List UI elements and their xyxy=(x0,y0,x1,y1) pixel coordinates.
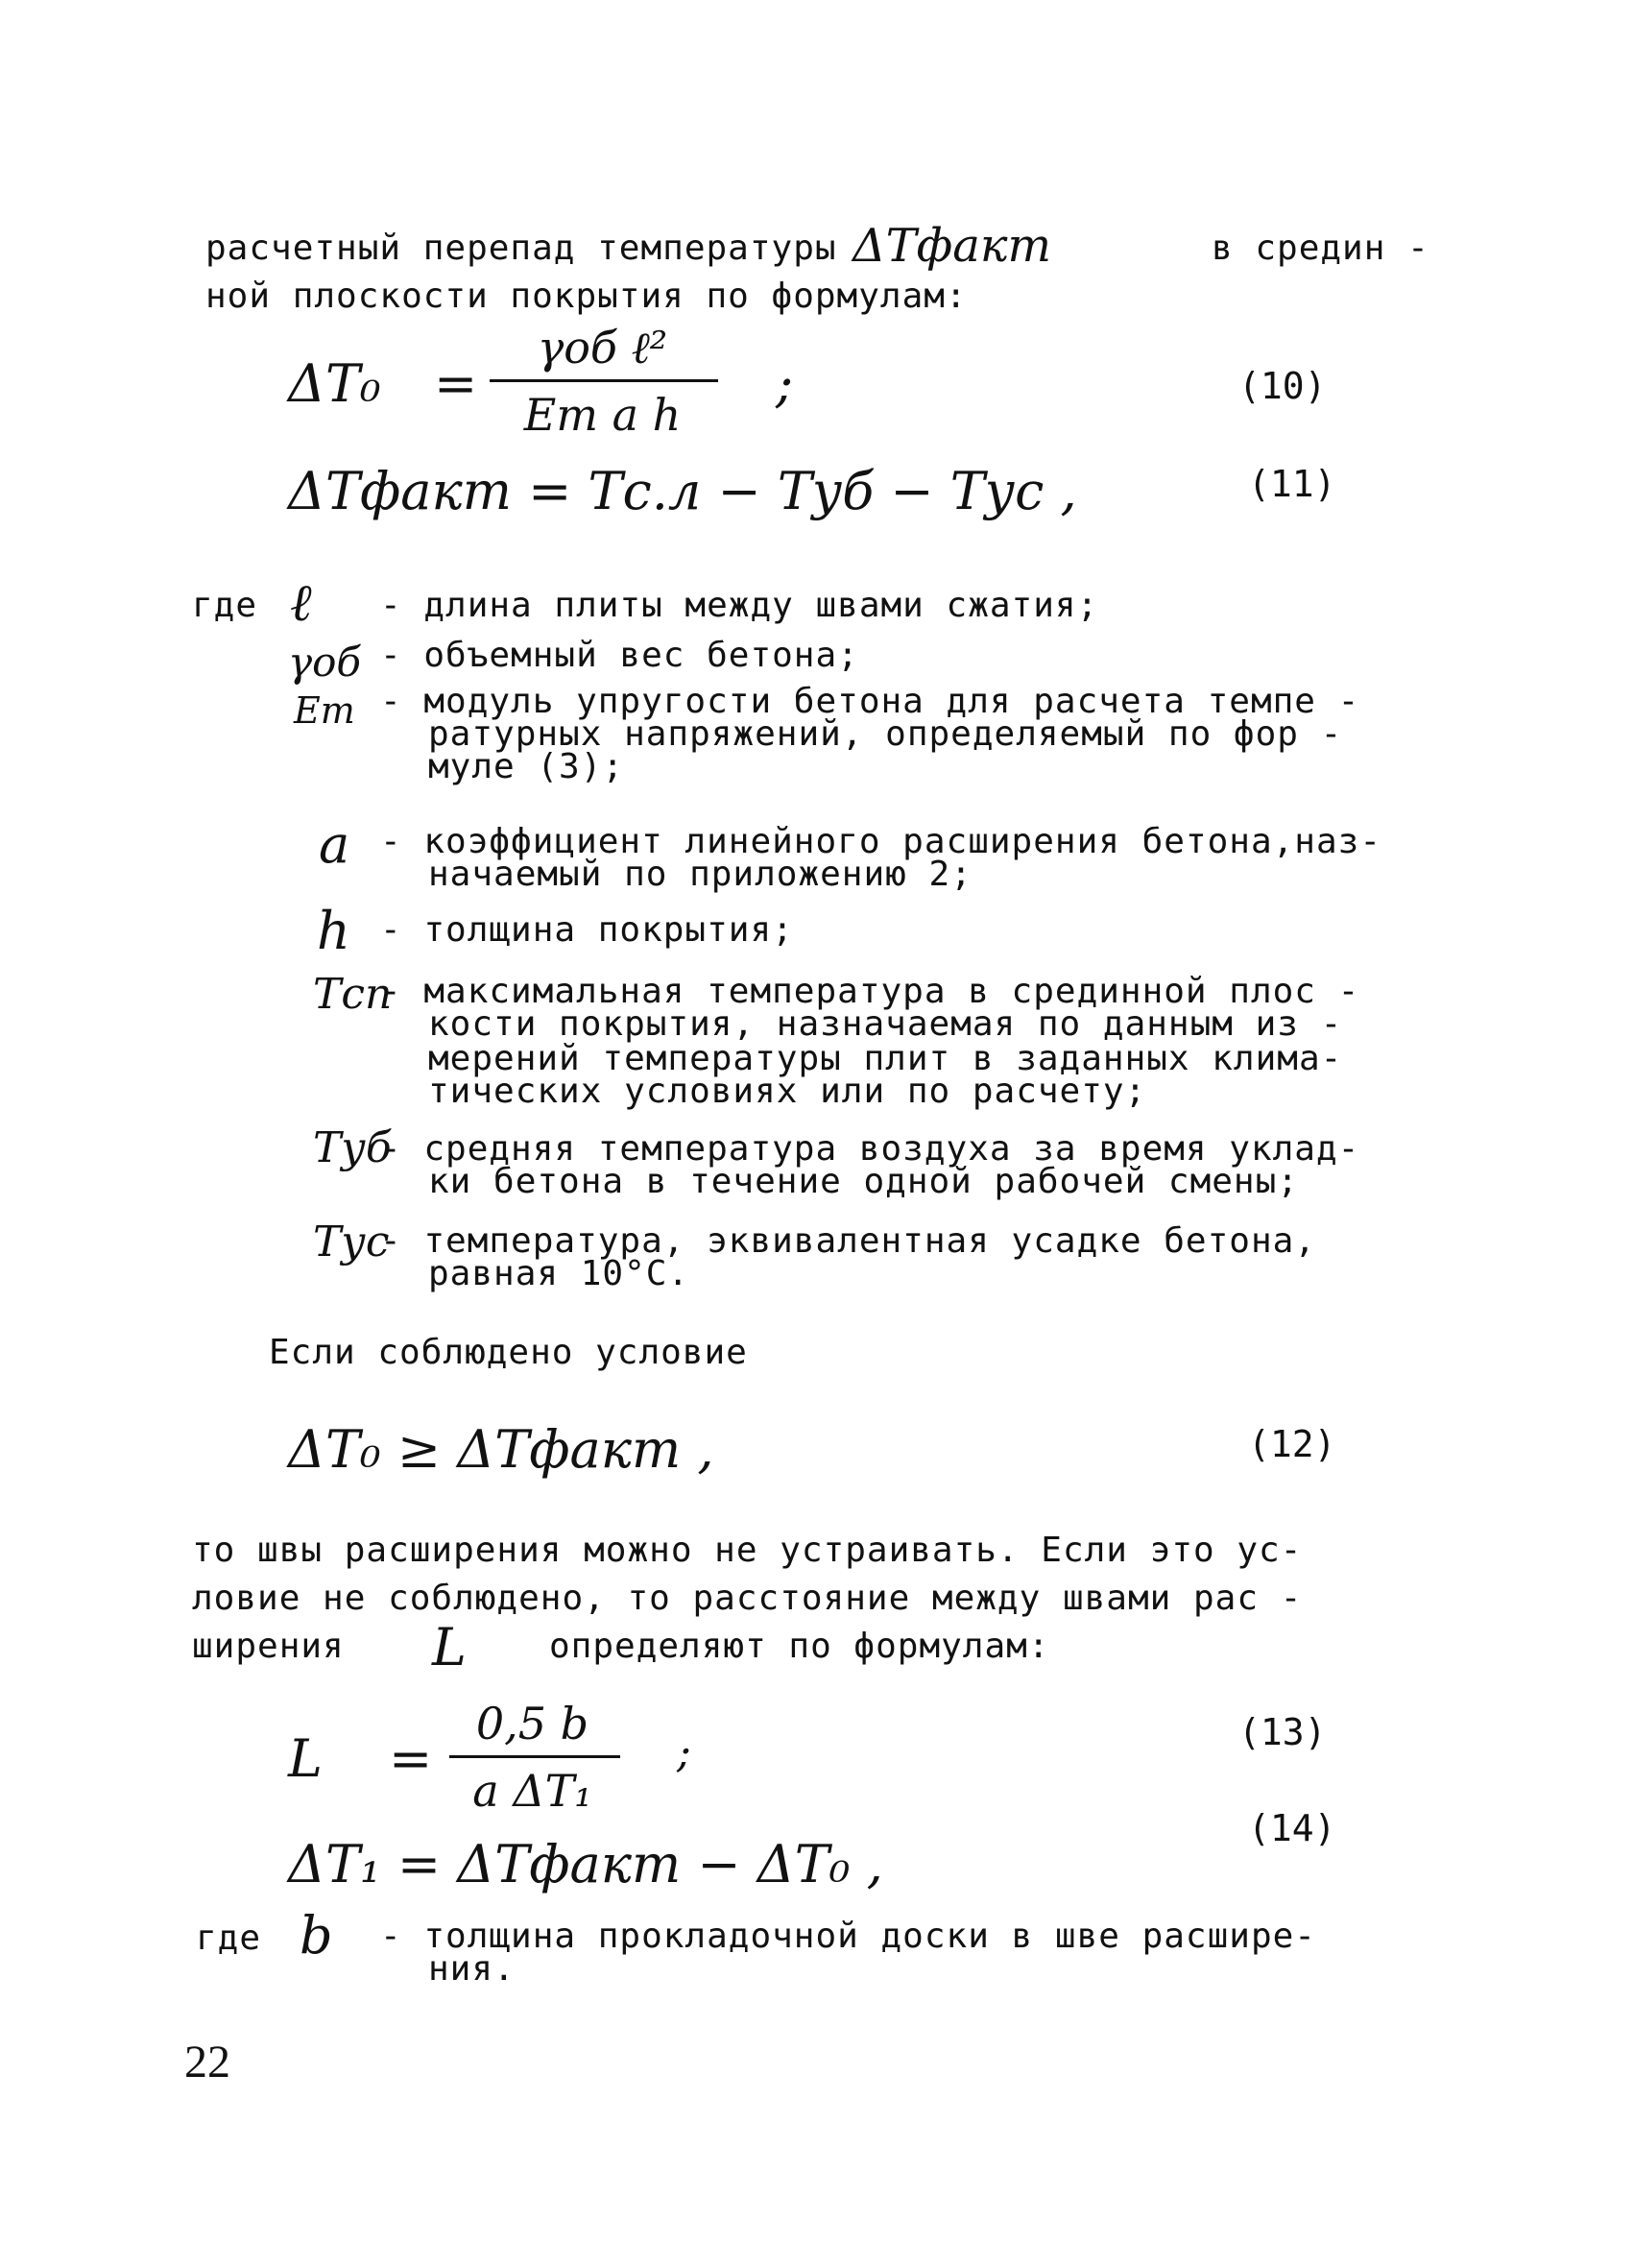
symbol-t-ub: Tуб xyxy=(313,1123,392,1172)
formula-10-denominator: Eт a h xyxy=(523,389,682,441)
def-b-2: ния. xyxy=(428,1949,516,1989)
def-l: - длина плиты между швами сжатия; xyxy=(380,586,1099,625)
formula-13-fraction-bar xyxy=(449,1755,620,1758)
para-line-1: то швы расширения можно не устраивать. Если это ус- xyxy=(192,1531,1303,1570)
symbol-alpha: a xyxy=(319,814,350,875)
intro-line-2: ной плоскости покрытия по формулам: xyxy=(205,277,968,316)
def-b-1: - толщина прокладочной доски в шве расшире- xyxy=(380,1917,1316,1956)
def-t-sp-1: - максимальная температура в срединной плос - xyxy=(380,972,1360,1011)
def-t-ub-1: - средняя температура воздуха за время уклад- xyxy=(380,1129,1360,1169)
formula-11-number: (11) xyxy=(1248,463,1336,505)
formula-13-number: (13) xyxy=(1238,1711,1327,1753)
def-h: - толщина покрытия; xyxy=(380,910,794,950)
def-t-sp-2: кости покрытия, назначаемая по данным из - xyxy=(428,1004,1343,1044)
formula-13-equals: = xyxy=(389,1728,433,1789)
formula-13-lhs: L xyxy=(288,1728,323,1789)
where-label: где xyxy=(192,586,258,625)
def-alpha-1: - коэффициент линейного расширения бетона,наз- xyxy=(380,822,1381,861)
symbol-b: b xyxy=(300,1905,333,1966)
intro-line-1-end: в средин - xyxy=(1212,229,1429,268)
def-t-ub-2: ки бетона в течение одной рабочей смены; xyxy=(428,1162,1299,1201)
formula-12-number: (12) xyxy=(1248,1423,1336,1465)
def-e-3: муле (3); xyxy=(428,747,625,786)
formula-10-equals: = xyxy=(434,353,478,414)
symbol-h: h xyxy=(317,901,350,961)
formula-10-number: (10) xyxy=(1238,365,1327,407)
where-label-2: где xyxy=(196,1918,262,1958)
delta-t-fact-symbol: ΔTфакт xyxy=(853,219,1052,273)
formula-12: ΔT₀ ≥ ΔTфакт , xyxy=(288,1419,714,1480)
page-number: 22 xyxy=(184,2037,230,2087)
def-t-us-1: - температура, эквивалентная усадке бетона, xyxy=(380,1221,1316,1261)
def-e-2: ратурных напряжений, определяемый по фор - xyxy=(428,714,1343,754)
intro-line-1: расчетный перепад температуры xyxy=(205,229,837,268)
formula-10-fraction-bar xyxy=(490,379,718,382)
formula-10-numerator: γоб ℓ² xyxy=(537,322,668,374)
def-e-1: - модуль упругости бетона для расчета темпе - xyxy=(380,682,1360,721)
symbol-L: L xyxy=(432,1617,467,1677)
para-line-3b: определяют по формулам: xyxy=(549,1627,1050,1666)
def-t-us-2: равная 10°С. xyxy=(428,1254,690,1293)
def-alpha-2: начаемый по приложению 2; xyxy=(428,855,973,894)
formula-13-denominator: a ΔT₁ xyxy=(472,1765,592,1817)
symbol-e: Eт xyxy=(294,689,355,732)
para-line-3a: ширения xyxy=(192,1627,345,1666)
formula-11: ΔTфакт = Tс.л − Tуб − Tус , xyxy=(288,461,1077,521)
symbol-l: ℓ xyxy=(290,572,312,633)
symbol-t-sp: Tсп xyxy=(313,970,393,1019)
def-t-sp-4: тических условиях или по расчету; xyxy=(428,1072,1147,1111)
symbol-gamma: γоб xyxy=(288,639,362,686)
formula-14: ΔT₁ = ΔTфакт − ΔT₀ , xyxy=(288,1834,883,1894)
formula-10-lhs: ΔT₀ xyxy=(288,353,381,414)
def-gamma: - объемный вес бетона; xyxy=(380,636,859,675)
def-t-sp-3: мерений температуры плит в заданных клима- xyxy=(428,1039,1343,1078)
formula-14-number: (14) xyxy=(1248,1807,1336,1849)
formula-10-semicolon: ; xyxy=(776,353,794,414)
para-line-2: ловие не соблюдено, то расстояние между швами рас - xyxy=(192,1579,1303,1618)
symbol-t-us: Tус xyxy=(313,1218,390,1267)
formula-13-numerator: 0,5 b xyxy=(475,1698,589,1749)
condition-text: Если соблюдено условие xyxy=(269,1333,748,1372)
formula-13-semicolon: ; xyxy=(677,1728,691,1777)
